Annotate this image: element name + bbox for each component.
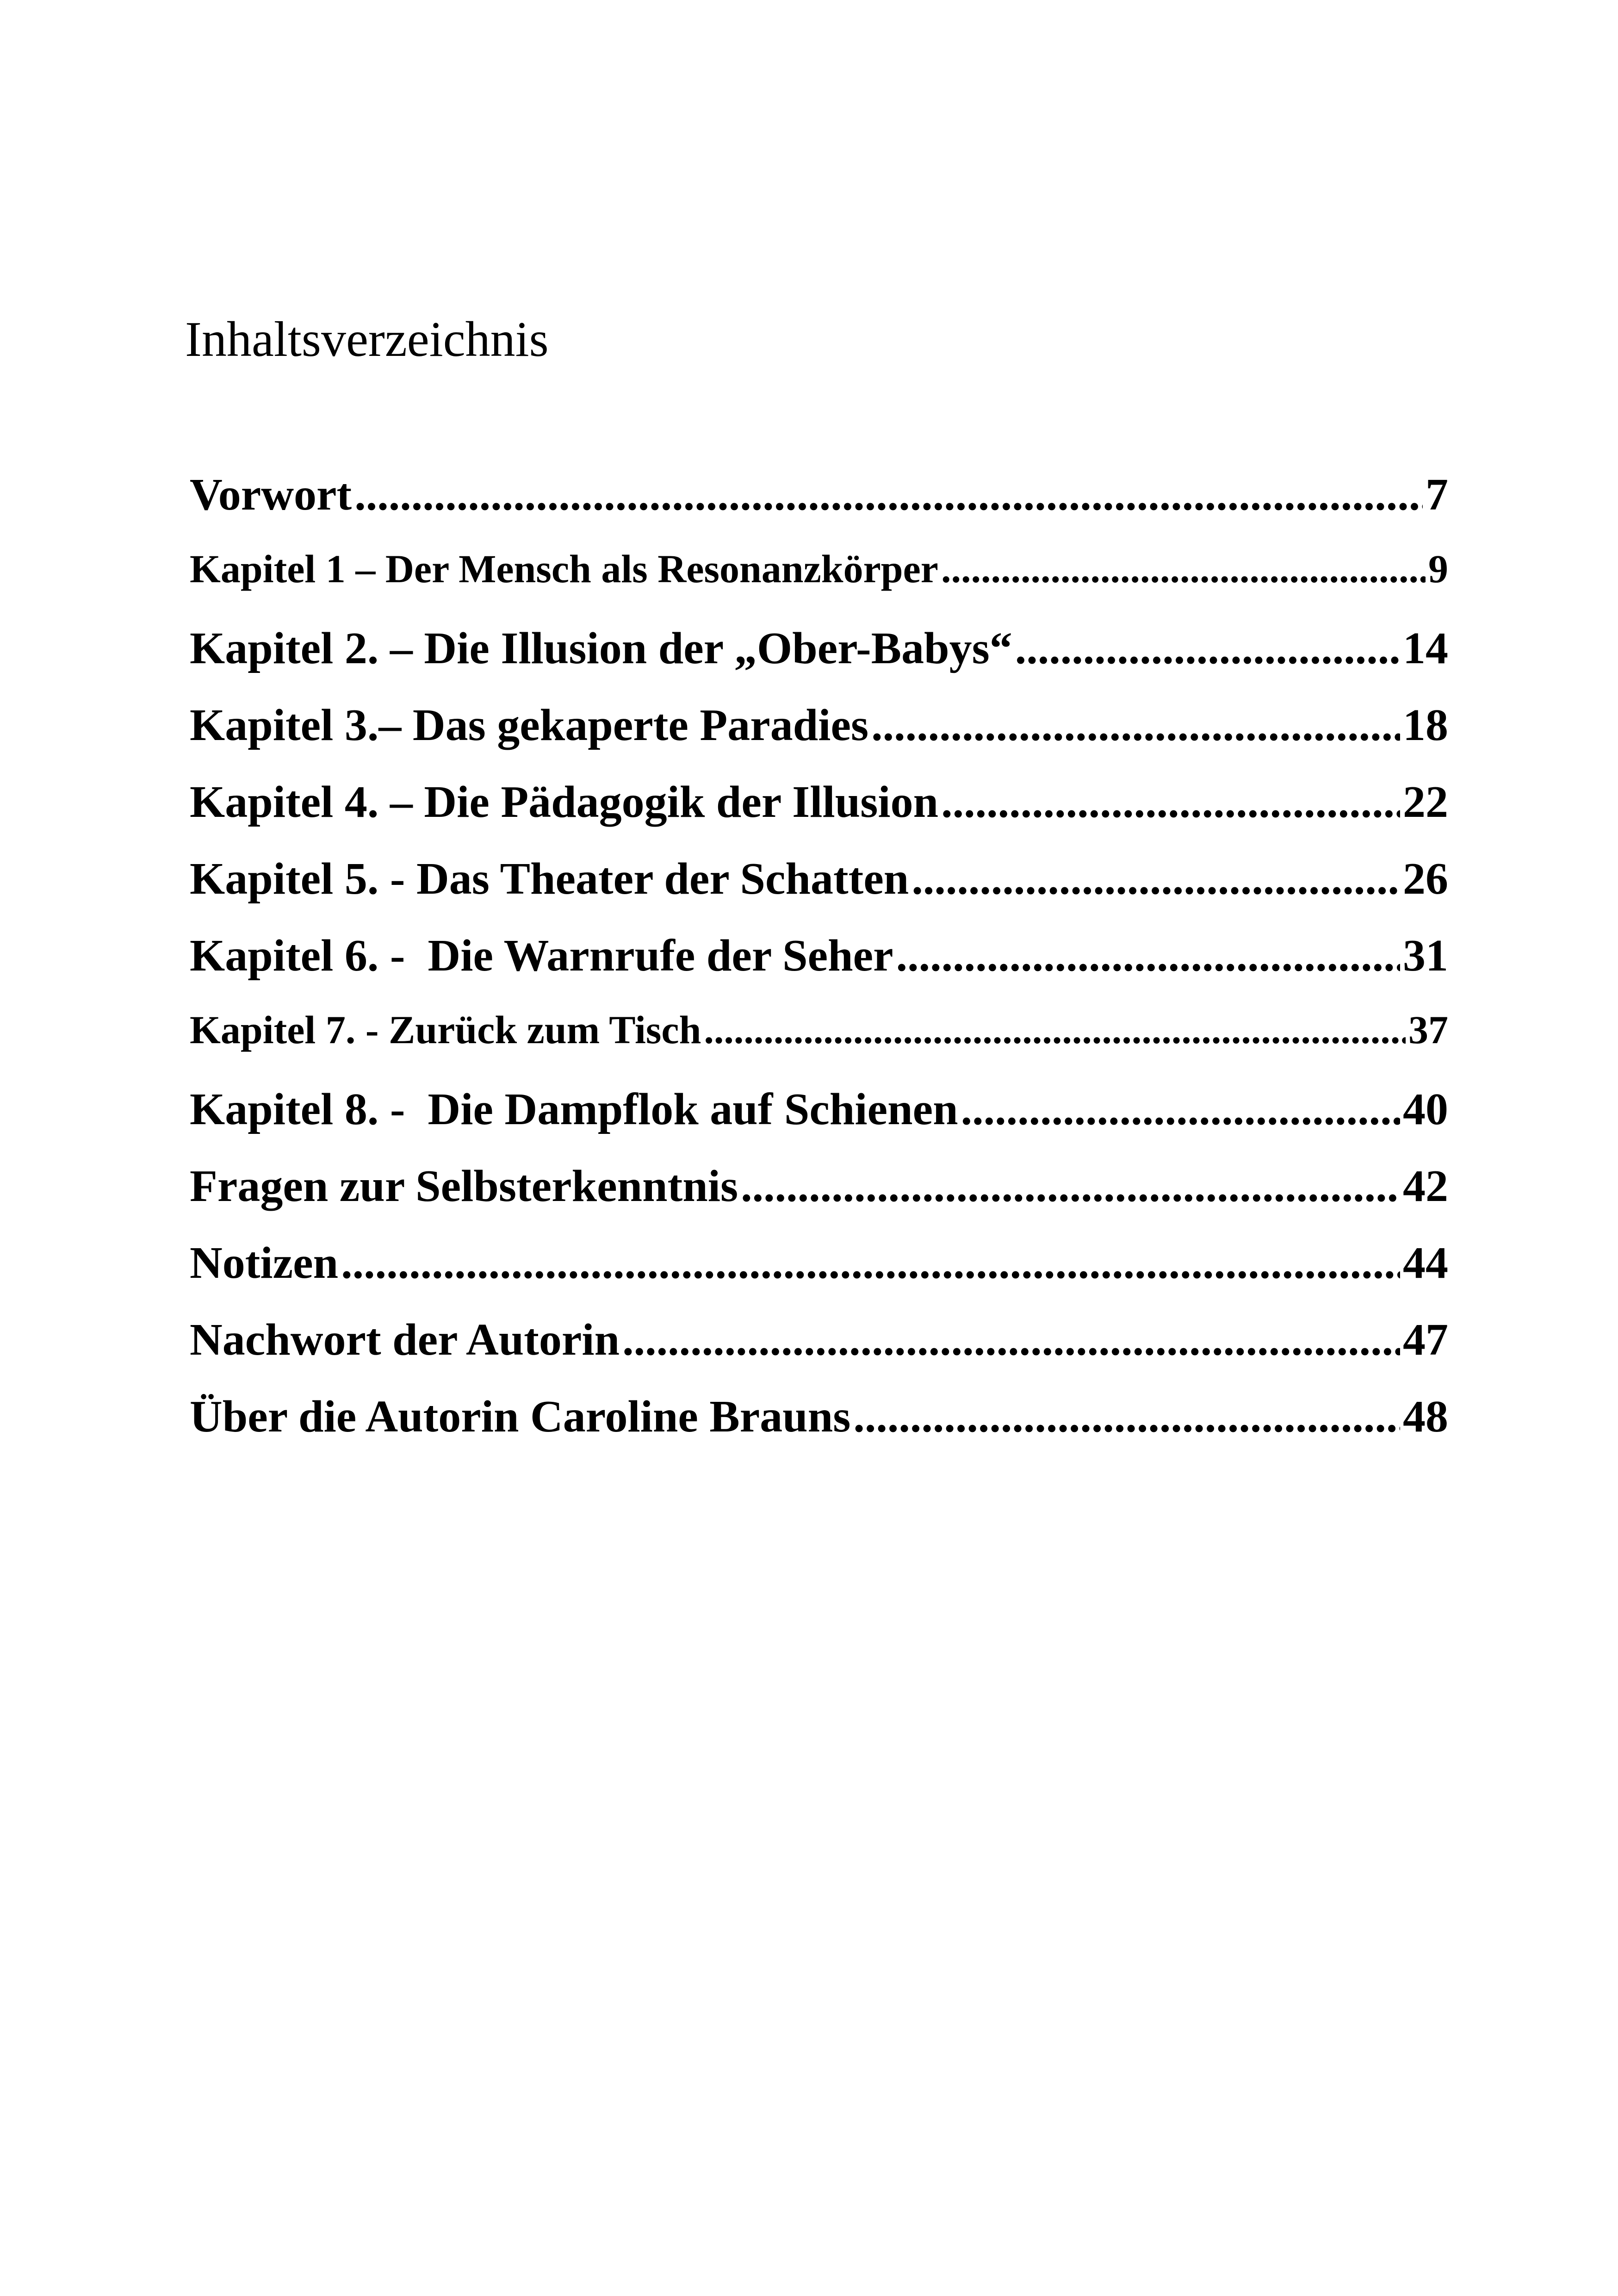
toc-dot-leader [911, 856, 1400, 902]
toc-entry-notizen[interactable] [190, 1240, 1448, 1317]
toc-page-number: 44 [1403, 1240, 1448, 1288]
toc-page-number: 48 [1403, 1394, 1448, 1442]
toc-entry-title: Fragen zur Selbsterkenntnis [190, 1164, 738, 1211]
toc-dot-leader [741, 1164, 1400, 1209]
toc-page-number: 22 [1403, 779, 1448, 827]
toc-dot-leader [341, 1240, 1400, 1286]
toc-entry-title: Kapitel 3.– Das gekaperte Paradies [190, 703, 869, 750]
toc-page-number: 40 [1403, 1087, 1448, 1134]
toc-entry-title: Kapitel 6. - Die Warnrufe der Seher [190, 933, 893, 981]
toc-dot-leader [622, 1317, 1400, 1363]
toc-page-number: 14 [1403, 626, 1448, 673]
toc-dot-leader [941, 779, 1400, 825]
toc-heading: Inhaltsverzeichnis [185, 312, 549, 367]
toc-entry-title: Kapitel 2. – Die Illusion der „Ober-Babys“ [190, 626, 1012, 673]
toc-dot-leader [853, 1394, 1400, 1439]
toc-entry-kapitel-7[interactable] [190, 1010, 1448, 1087]
toc-dot-leader [871, 703, 1400, 748]
toc-entry-fragen[interactable] [190, 1164, 1448, 1240]
toc-page-number: 9 [1428, 549, 1448, 591]
toc-dot-leader [941, 549, 1426, 589]
toc-entry-kapitel-6[interactable] [190, 933, 1448, 1010]
toc-entry-kapitel-1[interactable] [190, 549, 1448, 626]
toc-page-number: 18 [1403, 703, 1448, 750]
toc-dot-leader [704, 1010, 1406, 1050]
toc-entry-title: Über die Autorin Caroline Brauns [190, 1394, 851, 1442]
toc-page-number: 42 [1403, 1164, 1448, 1211]
toc-entry-ueber-die-autorin[interactable] [190, 1394, 1448, 1471]
toc-dot-leader [896, 933, 1400, 978]
toc-entry-title: Kapitel 8. - Die Dampflok auf Schienen [190, 1087, 958, 1134]
toc-page-number: 26 [1403, 856, 1448, 904]
toc-entry-title: Kapitel 1 – Der Mensch als Resonanzkörper [190, 549, 938, 591]
toc-page-number: 37 [1408, 1010, 1448, 1052]
toc-entry-kapitel-4[interactable] [190, 779, 1448, 856]
toc-entry-kapitel-8[interactable] [190, 1087, 1448, 1164]
toc-page-number: 7 [1426, 472, 1448, 520]
toc-page-number: 31 [1403, 933, 1448, 981]
toc-entry-title: Kapitel 5. - Das Theater der Schatten [190, 856, 909, 904]
toc-entry-vorwort[interactable] [190, 472, 1448, 549]
toc-entry-kapitel-3[interactable] [190, 703, 1448, 779]
toc-dot-leader [961, 1087, 1400, 1132]
toc-dot-leader [354, 472, 1423, 517]
toc-entry-nachwort[interactable] [190, 1317, 1448, 1394]
toc-entry-title: Notizen [190, 1240, 339, 1288]
toc-page-number: 47 [1403, 1317, 1448, 1365]
toc-entry-kapitel-5[interactable] [190, 856, 1448, 933]
toc-dot-leader [1015, 626, 1400, 671]
toc-entry-title: Kapitel 7. - Zurück zum Tisch [190, 1010, 701, 1052]
toc-entry-title: Nachwort der Autorin [190, 1317, 620, 1365]
toc-entry-title: Kapitel 4. – Die Pädagogik der Illusion [190, 779, 939, 827]
table-of-contents [190, 472, 1448, 1471]
toc-entry-kapitel-2[interactable] [190, 626, 1448, 703]
toc-entry-title: Vorwort [190, 472, 352, 520]
